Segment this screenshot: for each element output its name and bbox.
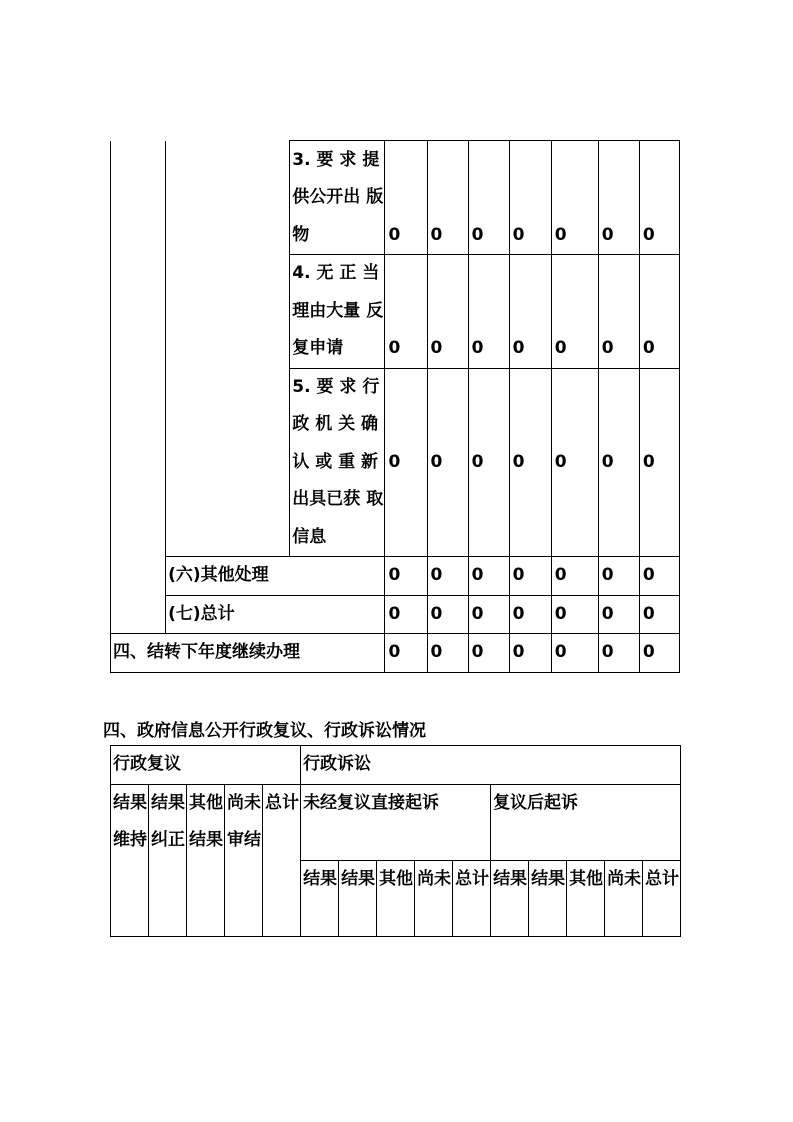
table-row xyxy=(111,634,680,673)
value-cell: 0 xyxy=(509,595,551,634)
value-cell: 0 xyxy=(551,368,598,557)
application-results-table xyxy=(110,140,680,673)
column-header: 结果 xyxy=(301,860,339,936)
column-header: 尚未 xyxy=(415,860,453,936)
table-row xyxy=(111,141,680,255)
column-header: 尚未审结 xyxy=(225,784,263,936)
value-cell: 0 xyxy=(639,595,679,634)
after-review-litigation-header: 复议后起诉 xyxy=(491,784,681,860)
value-cell: 0 xyxy=(385,634,427,673)
value-cell: 0 xyxy=(598,595,639,634)
value-cell: 0 xyxy=(598,634,639,673)
table-row xyxy=(111,595,680,634)
value-cell: 0 xyxy=(551,634,598,673)
review-litigation-table xyxy=(110,745,681,937)
value-cell: 0 xyxy=(509,141,551,255)
column-header: 总计 xyxy=(643,860,681,936)
value-cell: 0 xyxy=(385,595,427,634)
column-header: 结果纠正 xyxy=(149,784,187,936)
direct-litigation-header: 未经复议直接起诉 xyxy=(301,784,491,860)
column-header: 结果维持 xyxy=(111,784,149,936)
column-header: 结果 xyxy=(529,860,567,936)
value-cell: 0 xyxy=(639,141,679,255)
value-cell: 0 xyxy=(468,255,509,369)
row-label: (六)其他处理 xyxy=(166,557,385,596)
review-header: 行政复议 xyxy=(111,746,301,785)
value-cell: 0 xyxy=(427,141,468,255)
row-label: 5. 要 求 行 政 机 关 确 认 或 重 新 出具已获 取信息 xyxy=(290,368,385,557)
value-cell: 0 xyxy=(509,634,551,673)
value-cell: 0 xyxy=(468,595,509,634)
value-cell: 0 xyxy=(551,557,598,596)
value-cell: 0 xyxy=(598,141,639,255)
column-header: 总计 xyxy=(453,860,491,936)
value-cell: 0 xyxy=(639,634,679,673)
section-title: 四、政府信息公开行政复议、行政诉讼情况 xyxy=(103,721,426,741)
value-cell: 0 xyxy=(468,368,509,557)
blank-cell xyxy=(111,141,166,634)
value-cell: 0 xyxy=(639,368,679,557)
row-label: 四、结转下年度继续办理 xyxy=(111,634,385,673)
column-header: 结果 xyxy=(491,860,529,936)
value-cell: 0 xyxy=(385,557,427,596)
column-header: 尚未 xyxy=(605,860,643,936)
value-cell: 0 xyxy=(551,141,598,255)
value-cell: 0 xyxy=(509,255,551,369)
value-cell: 0 xyxy=(639,557,679,596)
column-header: 其他 xyxy=(377,860,415,936)
value-cell: 0 xyxy=(468,557,509,596)
litigation-header: 行政诉讼 xyxy=(301,746,681,785)
value-cell: 0 xyxy=(509,557,551,596)
value-cell: 0 xyxy=(598,255,639,369)
blank-cell xyxy=(166,141,290,557)
value-cell: 0 xyxy=(468,634,509,673)
value-cell: 0 xyxy=(598,557,639,596)
column-header: 结果 xyxy=(339,860,377,936)
value-cell: 0 xyxy=(427,634,468,673)
value-cell: 0 xyxy=(385,368,427,557)
value-cell: 0 xyxy=(385,141,427,255)
table-row xyxy=(111,746,681,785)
column-header: 其他结果 xyxy=(187,784,225,936)
value-cell: 0 xyxy=(427,557,468,596)
value-cell: 0 xyxy=(551,595,598,634)
table-row xyxy=(111,557,680,596)
row-label: 4. 无 正 当 理由大量 反复申请 xyxy=(290,255,385,369)
table-row xyxy=(111,784,681,860)
value-cell: 0 xyxy=(639,255,679,369)
value-cell: 0 xyxy=(551,255,598,369)
row-label: 3. 要 求 提 供公开出 版物 xyxy=(290,141,385,255)
value-cell: 0 xyxy=(427,368,468,557)
row-label: (七)总计 xyxy=(166,595,385,634)
column-header: 其他 xyxy=(567,860,605,936)
value-cell: 0 xyxy=(427,255,468,369)
column-header: 总计 xyxy=(263,784,301,936)
value-cell: 0 xyxy=(509,368,551,557)
value-cell: 0 xyxy=(427,595,468,634)
value-cell: 0 xyxy=(385,255,427,369)
value-cell: 0 xyxy=(468,141,509,255)
value-cell: 0 xyxy=(598,368,639,557)
